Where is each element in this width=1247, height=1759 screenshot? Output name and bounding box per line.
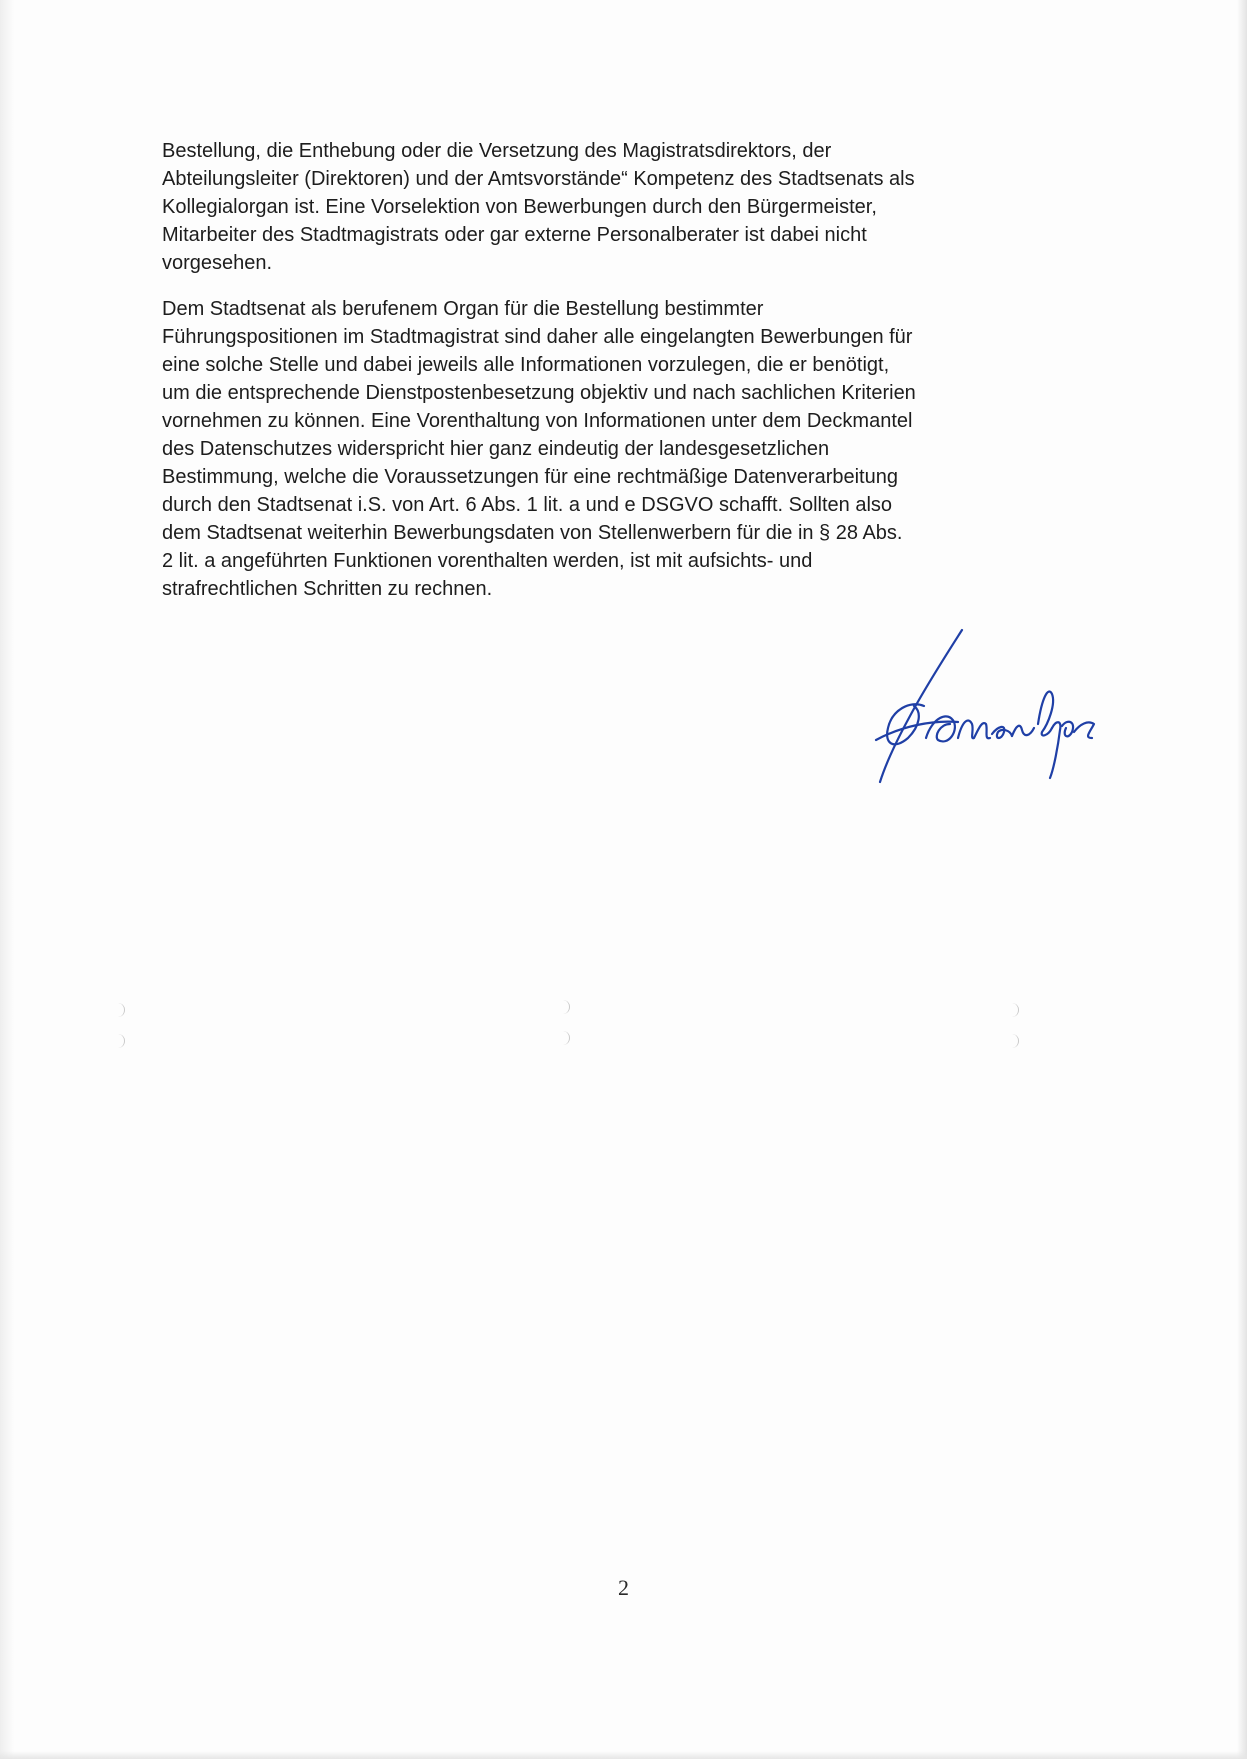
scan-edge-right: [1237, 0, 1247, 1759]
punch-mark: [1012, 1034, 1019, 1048]
text-line: Führungspositionen im Stadtmagistrat sind daher alle eingelangten Bewerbungen für: [162, 326, 913, 348]
text-line: vornehmen zu können. Eine Vorenthaltung von Informationen unter dem Deckmantel: [162, 410, 913, 432]
text-line: dem Stadtsenat weiterhin Bewerbungsdaten von Stellenwerbern für die in § 28 Abs.: [162, 522, 903, 544]
page-number: 2: [618, 1575, 629, 1600]
text-line: Kollegialorgan ist. Eine Vorselektion von Bewerbungen durch den Bürgermeister,: [162, 196, 877, 218]
body-text: [162, 137, 1102, 621]
paragraph-1: [162, 137, 1102, 277]
text-line: eine solche Stelle und dabei jeweils alle Informationen vorzulegen, die er benötigt,: [162, 354, 890, 376]
punch-mark: [563, 1031, 570, 1045]
paragraph-2: [162, 295, 1102, 603]
text-line: Bestimmung, welche die Voraussetzungen für eine rechtmäßige Datenverarbeitung: [162, 466, 898, 488]
punch-mark: [118, 1003, 125, 1017]
text-line: um die entsprechende Dienstpostenbesetzung objektiv und nach sachlichen Kriterien: [162, 382, 916, 404]
text-line: Dem Stadtsenat als berufenem Organ für die Bestellung bestimmter: [162, 298, 764, 320]
text-line: vorgesehen.: [162, 252, 273, 274]
text-line: 2 lit. a angeführten Funktionen vorenthalten werden, ist mit aufsichts- und: [162, 550, 813, 572]
text-line: des Datenschutzes widerspricht hier ganz eindeutig der landesgesetzlichen: [162, 438, 830, 460]
text-line: Abteilungsleiter (Direktoren) und der Amtsvorstände“ Kompetenz des Stadtsenats als: [162, 168, 915, 190]
scan-edge-left: [0, 0, 14, 1759]
punch-mark: [1012, 1003, 1019, 1017]
punch-mark: [563, 1000, 570, 1014]
text-line: Mitarbeiter des Stadtmagistrats oder gar externe Personalberater ist dabei nicht: [162, 224, 867, 246]
text-line: durch den Stadtsenat i.S. von Art. 6 Abs. 1 lit. a und e DSGVO schafft. Sollten also: [162, 494, 893, 516]
handwritten-signature: [862, 628, 1102, 788]
punch-mark: [118, 1034, 125, 1048]
scan-edge-bottom: [0, 1751, 1247, 1759]
text-line: Bestellung, die Enthebung oder die Versetzung des Magistratsdirektors, der: [162, 140, 832, 162]
text-line: strafrechtlichen Schritten zu rechnen.: [162, 578, 493, 600]
